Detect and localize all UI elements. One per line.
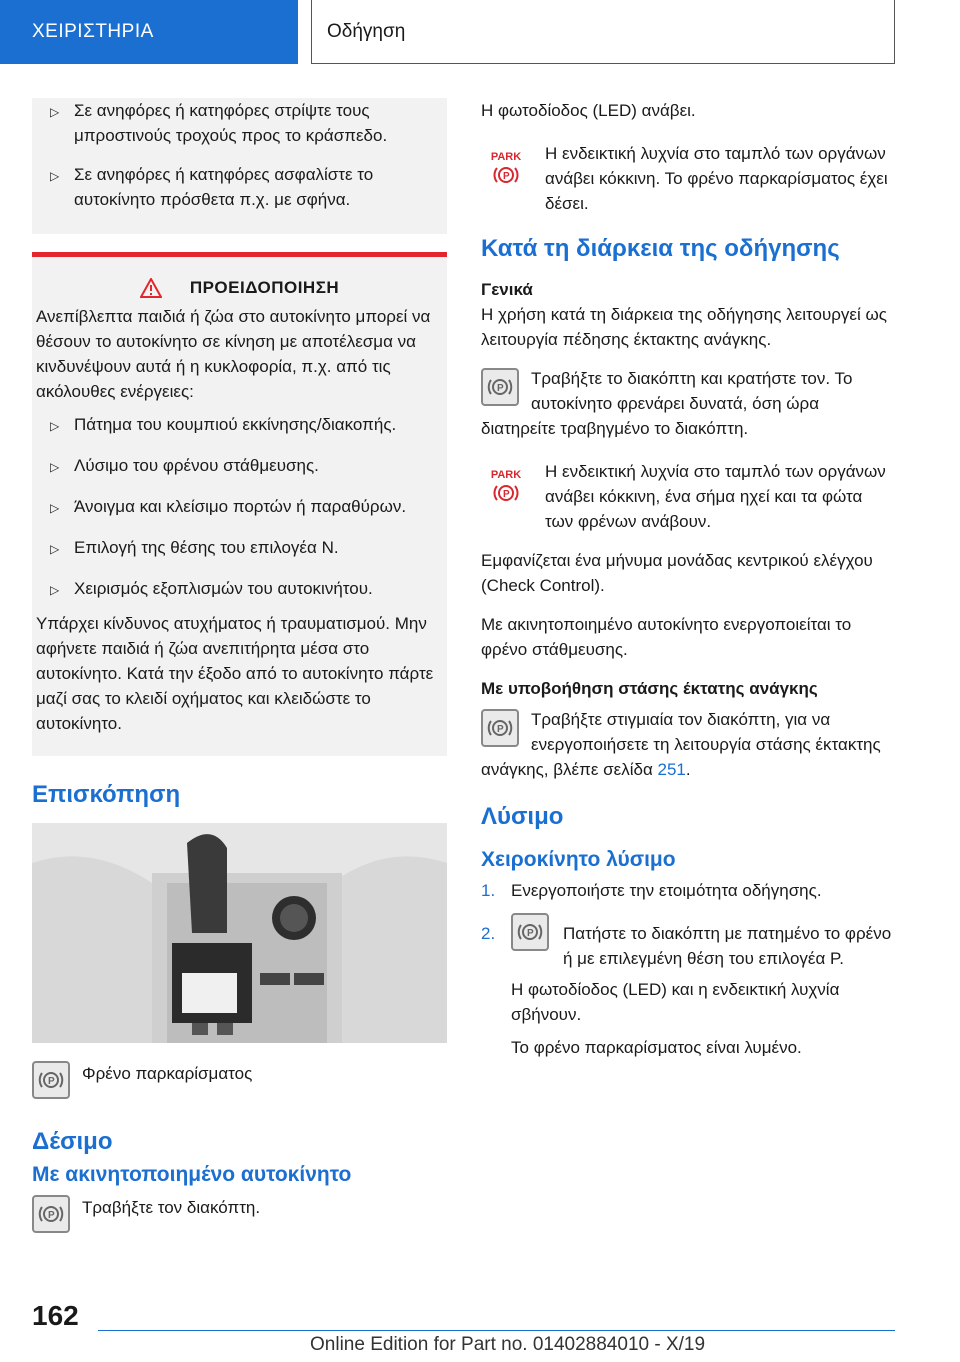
park-text-2: Η ενδεικτική λυχνία στο ταμπλό των οργάνων ανάβει κόκκινη, ένα σήμα ηχεί και τα φώτα των φρένων ανάβουν.	[545, 462, 886, 531]
page-number: 162	[32, 1300, 79, 1331]
step-note: Η φωτοδίοδος (LED) και η ενδεικτική λυχνία σβήνουν.	[511, 980, 840, 1024]
list-item: ▷ Σε ανηφόρες ή κατηφόρες ασφαλίστε το αυτοκίνητο πρόσθετα π.χ. με σφήνα.	[32, 162, 447, 212]
parking-tips-box	[32, 98, 447, 234]
warning-outro: Υπάρχει κίνδυνος ατυχήματος ή τραυματισμού. Μην αφήνετε παιδιά ή ζώα ανεπιτήρητα μέσα στο αυτοκίνητο. Κατά την έξοδο από το αυτοκίνητο πάρτε μαζί σας το κλειδί οχήματος και κλειδώστε το αυτοκίνητο.	[36, 614, 434, 733]
parking-brake-button-icon	[481, 709, 519, 747]
park-indicator-icon: PARK P	[490, 469, 522, 500]
right-column	[481, 98, 895, 1060]
step-item	[481, 878, 895, 903]
list-item: ▷ Λύσιμο του φρένου στάθμευσης.	[32, 453, 447, 480]
park-indicator-row	[481, 141, 895, 216]
chapter-tab	[311, 0, 895, 64]
step-item	[481, 921, 895, 971]
warning-intro: Ανεπίβλεπτα παιδιά ή ζώα στο αυτοκίνητο μπορεί να θέσουν το αυτοκίνητο σε κίνηση με αποτέλεσμα να κινδυνέψουν αυτά ή η κυκλοφορία, π.χ. από τις ακόλουθες ενέργειες:	[36, 307, 431, 401]
stationary-activation-text: Με ακινητοποιημένο αυτοκίνητο ενεργοποιείται το φρένο στάθμευσης.	[481, 615, 852, 659]
warning-triangle-icon	[140, 278, 162, 298]
triangle-bullet-icon: ▷	[50, 169, 60, 183]
stationary-heading: Με ακινητοποιημένο αυτοκίνητο	[32, 1163, 352, 1186]
parking-brake-button-icon	[481, 368, 519, 406]
svg-text:P: P	[497, 724, 504, 735]
svg-text:P: P	[48, 1210, 55, 1221]
emergency-heading: Με υποβοήθηση στάσης έκτατης ανάγκης	[481, 679, 818, 698]
parking-brake-button-icon	[32, 1061, 70, 1099]
triangle-bullet-icon: ▷	[50, 460, 60, 474]
step-text: Ενεργοποιήστε την ετοιμότητα οδήγησης.	[511, 881, 822, 900]
page-reference-link[interactable]: 251	[657, 760, 686, 779]
list-item: ▷ Επιλογή της θέσης του επιλογέα N.	[32, 535, 447, 562]
step-number: 1.	[481, 881, 496, 900]
warning-box	[32, 252, 447, 756]
led-text: Η φωτοδίοδος (LED) ανάβει.	[481, 101, 696, 120]
stationary-row	[32, 1195, 447, 1233]
triangle-bullet-icon: ▷	[50, 105, 60, 119]
overview-heading: Επισκόπηση	[32, 781, 181, 808]
emergency-row: P Τραβήξτε στιγμιαία τον διακόπτη, για να ενεργοποιήσετε τη λειτουργία στάσης έκτακτης ανάγκης, βλέπε σελίδα 251.	[481, 710, 881, 779]
emergency-text: Τραβήξτε στιγμιαία τον διακόπτη, για να ενεργοποιήσετε τη λειτουργία στάσης έκτακτης ανάγκης, βλέπε σελίδα	[481, 710, 881, 779]
list-item: ▷ Άνοιγμα και κλείσιμο πορτών ή παραθύρων.	[32, 494, 447, 521]
left-column	[32, 98, 447, 1233]
svg-text:P: P	[48, 1076, 55, 1087]
section-tab	[0, 0, 298, 64]
list-item: ▷ Χειρισμός εξοπλισμών του αυτοκινήτου.	[32, 576, 447, 603]
svg-text:P: P	[503, 171, 510, 182]
apply-heading: Δέσιμο	[32, 1128, 113, 1155]
general-heading: Γενικά	[481, 280, 533, 299]
triangle-bullet-icon: ▷	[50, 583, 60, 597]
manual-release-heading: Χειροκίνητο λύσιμο	[481, 848, 676, 871]
park-text-1: Η ενδεικτική λυχνία στο ταμπλό των οργάνων ανάβει κόκκινη. Το φρένο παρκαρίσματος έχει δέσει.	[545, 144, 888, 213]
parking-brake-console-image	[32, 823, 447, 1043]
step-number: 2.	[481, 924, 496, 943]
console-photo	[32, 823, 447, 1043]
step-text: Πατήστε το διακόπτη με πατημένο το φρένο ή με επιλεγμένη θέση του επιλογέα P.	[563, 924, 892, 968]
triangle-bullet-icon: ▷	[50, 542, 60, 556]
triangle-bullet-icon: ▷	[50, 419, 60, 433]
chapter-title: Οδήγηση	[327, 20, 406, 42]
footer-divider	[98, 1330, 895, 1331]
svg-text:P: P	[527, 928, 534, 939]
photo-caption: Φρένο παρκαρίσματος	[82, 1064, 253, 1083]
parking-brake-button-icon	[32, 1195, 70, 1233]
park-indicator-row	[481, 459, 895, 534]
step-note: Το φρένο παρκαρίσματος είναι λυμένο.	[511, 1038, 802, 1057]
warning-heading: ΠΡΟΕΙΔΟΠΟΙΗΣΗ	[32, 275, 447, 300]
pull-text: Τραβήξτε το διακόπτη και κρατήστε τον. Το αυτοκίνητο φρενάρει δυνατά, όση ώρα διατηρείτε τραβηγμένο το διακόπτη.	[481, 369, 853, 438]
check-control-text: Εμφανίζεται ένα μήνυμα μονάδας κεντρικού ελέγχου (Check Control).	[481, 551, 873, 595]
general-text: Η χρήση κατά τη διάρκεια της οδήγησης λειτουργεί ως λειτουργία πέδησης έκτακτης ανάγκης.	[481, 305, 887, 349]
caption-row	[32, 1061, 447, 1099]
svg-text:P: P	[503, 489, 510, 500]
driving-heading: Κατά τη διάρκεια της οδήγησης	[481, 235, 840, 262]
release-heading: Λύσιμο	[481, 803, 564, 830]
park-indicator-icon: PARK P	[490, 151, 522, 182]
list-item: ▷ Πάτημα του κουμπιού εκκίνησης/διακοπής.	[32, 412, 447, 439]
list-item: ▷ Σε ανηφόρες ή κατηφόρες στρίψτε τους μπροστινούς τροχούς προς το κράσπεδο.	[32, 98, 447, 148]
section-title: ΧΕΙΡΙΣΤΗΡΙΑ	[32, 21, 154, 42]
triangle-bullet-icon: ▷	[50, 501, 60, 515]
svg-text:P: P	[497, 383, 504, 394]
stationary-text: Τραβήξτε τον διακόπτη.	[82, 1198, 261, 1217]
footer-edition: Online Edition for Part no. 01402884010 - X/19	[310, 1334, 706, 1355]
parking-brake-button-icon	[511, 913, 549, 951]
pull-row	[481, 366, 895, 441]
